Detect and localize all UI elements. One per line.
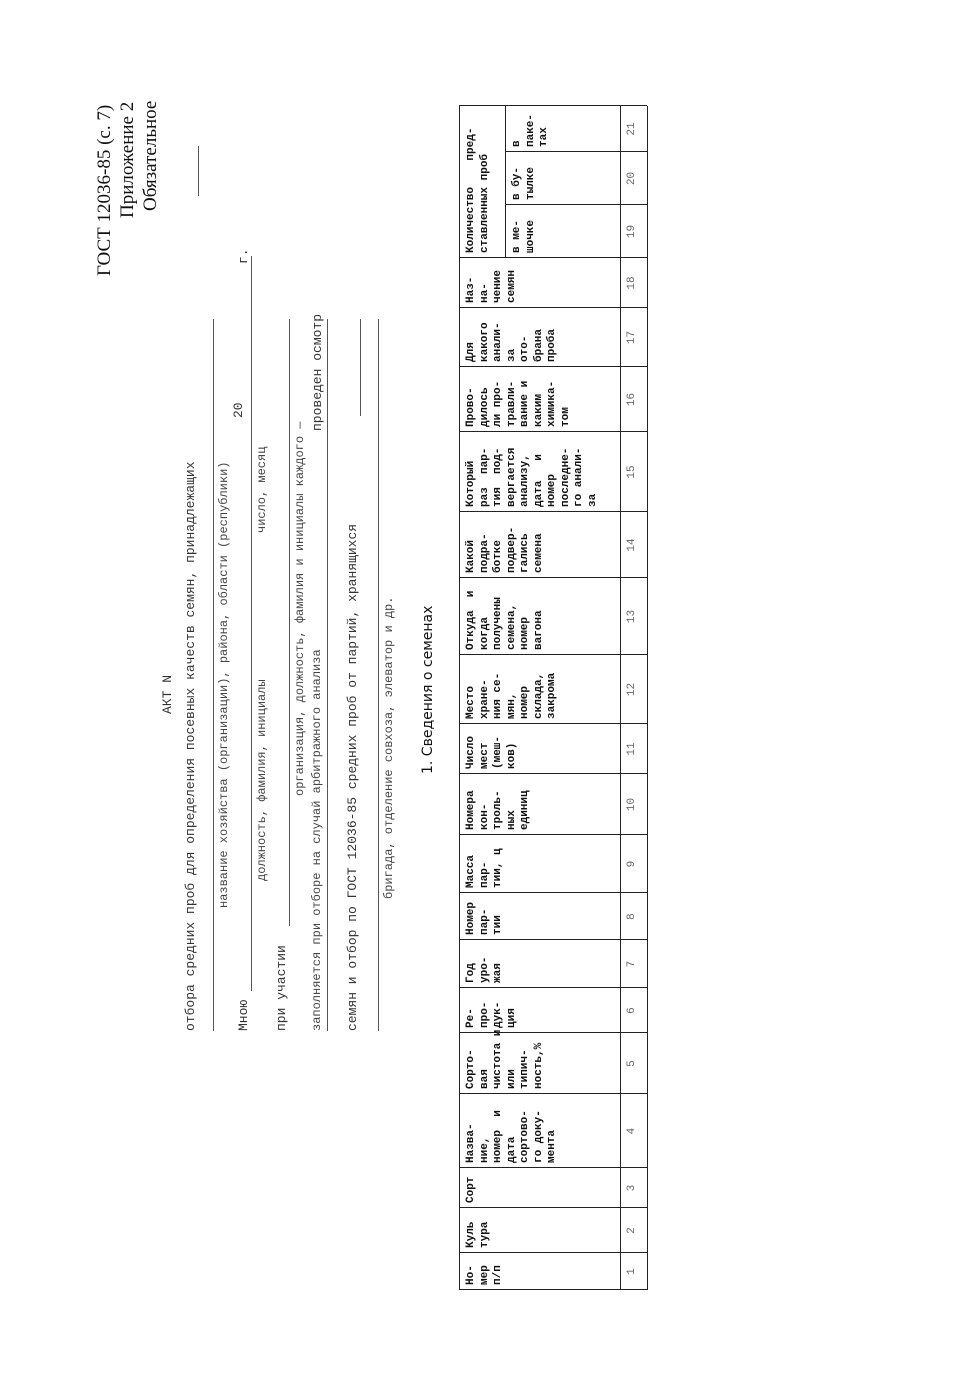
column-number-5: 5 bbox=[626, 1060, 638, 1067]
year-suffix: г. bbox=[236, 248, 251, 264]
column-header-4: Назва- ние, номер и дата сортово- го доку- мента bbox=[465, 1110, 558, 1163]
column-divider bbox=[459, 366, 647, 367]
table-border bbox=[459, 105, 647, 106]
column-divider bbox=[459, 773, 647, 774]
arbitration-note: заполняется при отборе на случай арбитражного анализа bbox=[310, 649, 324, 1031]
column-divider bbox=[459, 257, 647, 258]
column-divider bbox=[459, 1032, 647, 1033]
column-subheader-21: в паке- тах bbox=[511, 113, 550, 147]
number-row-bottom-border bbox=[647, 106, 648, 1290]
by-me-label: Мною bbox=[236, 999, 251, 1031]
act-title: АКТ N bbox=[160, 674, 175, 714]
column-number-11: 11 bbox=[626, 742, 638, 756]
column-subheader-20: в бу- тылке bbox=[511, 166, 537, 200]
column-header-16: Прово- дилось ли про- травли- вание и каким химика- том bbox=[465, 380, 572, 427]
table-top-border bbox=[459, 106, 460, 1290]
column-header-14: Какой подра- ботке подвер- гались семена bbox=[465, 526, 545, 573]
place-hint: бригада, отделение совхоза, элеватор и др. bbox=[382, 596, 396, 899]
column-subheader-19: в ме- шочке bbox=[511, 219, 537, 253]
column-header-3: Сорт bbox=[465, 1176, 477, 1203]
mandatory-label: Обязательное bbox=[140, 100, 161, 211]
person-hint: должность, фамилия, инициалы bbox=[255, 679, 269, 881]
column-divider bbox=[459, 939, 647, 940]
column-divider bbox=[459, 1167, 647, 1168]
column-number-10: 10 bbox=[626, 797, 638, 812]
column-number-14: 14 bbox=[626, 538, 638, 552]
column-number-2: 2 bbox=[626, 1227, 638, 1234]
column-number-20: 20 bbox=[626, 171, 638, 186]
column-divider bbox=[459, 1207, 647, 1208]
column-header-2: Куль тура bbox=[465, 1221, 491, 1248]
act-intro: отбора средних проб для определения посевных качеств семян, принадлежащих bbox=[183, 461, 198, 1031]
date-hint: число, месяц bbox=[255, 446, 269, 533]
column-number-8: 8 bbox=[626, 913, 638, 920]
group-divider bbox=[505, 106, 506, 258]
column-number-6: 6 bbox=[626, 1007, 638, 1014]
column-header-18: Наз- на- чение семян bbox=[465, 269, 518, 303]
column-divider bbox=[459, 307, 647, 308]
column-divider bbox=[459, 577, 647, 578]
header-bottom-border bbox=[620, 106, 621, 1290]
column-divider bbox=[459, 431, 647, 432]
column-divider bbox=[459, 1093, 647, 1094]
column-number-15: 15 bbox=[626, 465, 638, 479]
column-number-18: 18 bbox=[626, 276, 638, 290]
column-header-12: Место хране- ния се- мян, номер склада, закрома bbox=[465, 672, 558, 719]
column-divider bbox=[459, 723, 647, 724]
table-border bbox=[459, 1289, 647, 1290]
column-number-9: 9 bbox=[626, 860, 638, 868]
column-divider bbox=[459, 654, 647, 655]
participants-hint: организация, должность, фамилия и инициалы каждого — bbox=[293, 421, 307, 796]
column-header-17: Для какого анали- за ото- брана проба bbox=[465, 322, 558, 362]
column-divider bbox=[459, 834, 647, 835]
column-header-8: Номер пар- тии bbox=[465, 901, 504, 935]
inspection-text: проведен осмотр bbox=[310, 313, 325, 431]
column-number-4: 4 bbox=[626, 1127, 638, 1135]
column-divider bbox=[459, 511, 647, 512]
column-divider bbox=[459, 987, 647, 988]
participation-label: при участии bbox=[274, 945, 289, 1031]
column-number-13: 13 bbox=[626, 609, 638, 624]
section-title: 1. Сведения о семенах bbox=[420, 605, 436, 774]
column-number-21: 21 bbox=[626, 122, 638, 136]
column-number-17: 17 bbox=[626, 330, 638, 345]
column-group-header: Количество пред- ставленных проб bbox=[465, 127, 491, 253]
column-header-11: Число мест (меш- ков) bbox=[465, 735, 518, 769]
column-header-10: Номера кон- троль- ных единиц bbox=[465, 790, 531, 830]
column-number-1: 1 bbox=[626, 1268, 638, 1275]
sampling-text: семян и отбор по ГОСТ 12036-85 средних проб от партий, хранящихся bbox=[345, 523, 360, 1031]
column-header-15: Который раз пар- тия под- вергается анализу, дата и номер последне- го анали- за bbox=[465, 447, 599, 507]
column-divider bbox=[459, 1252, 647, 1253]
column-header-5: Сорто- вая чистота и или типич- ность,% bbox=[465, 1029, 545, 1089]
column-divider bbox=[459, 892, 647, 893]
column-header-13: Откуда и когда получены семена, номер вагона bbox=[465, 590, 545, 650]
column-header-6: Ре- про- дук- ция bbox=[465, 1001, 518, 1028]
column-header-7: Год уро- жая bbox=[465, 956, 504, 983]
year-prefix: 20 bbox=[231, 402, 246, 418]
column-header-9: Масса пар- тии, ц bbox=[465, 848, 504, 888]
appendix-label: Приложение 2 bbox=[117, 101, 138, 218]
org-hint: название хозяйства (организации), района, области (республики) bbox=[217, 461, 231, 908]
column-number-12: 12 bbox=[626, 682, 638, 697]
gost-reference: ГОСТ 12036-85 (с. 7) bbox=[94, 104, 115, 276]
column-header-1: Но- мер п/п bbox=[465, 1265, 504, 1285]
column-number-7: 7 bbox=[626, 960, 638, 968]
column-number-3: 3 bbox=[626, 1184, 638, 1192]
column-number-19: 19 bbox=[626, 224, 638, 239]
column-number-16: 16 bbox=[626, 392, 638, 407]
